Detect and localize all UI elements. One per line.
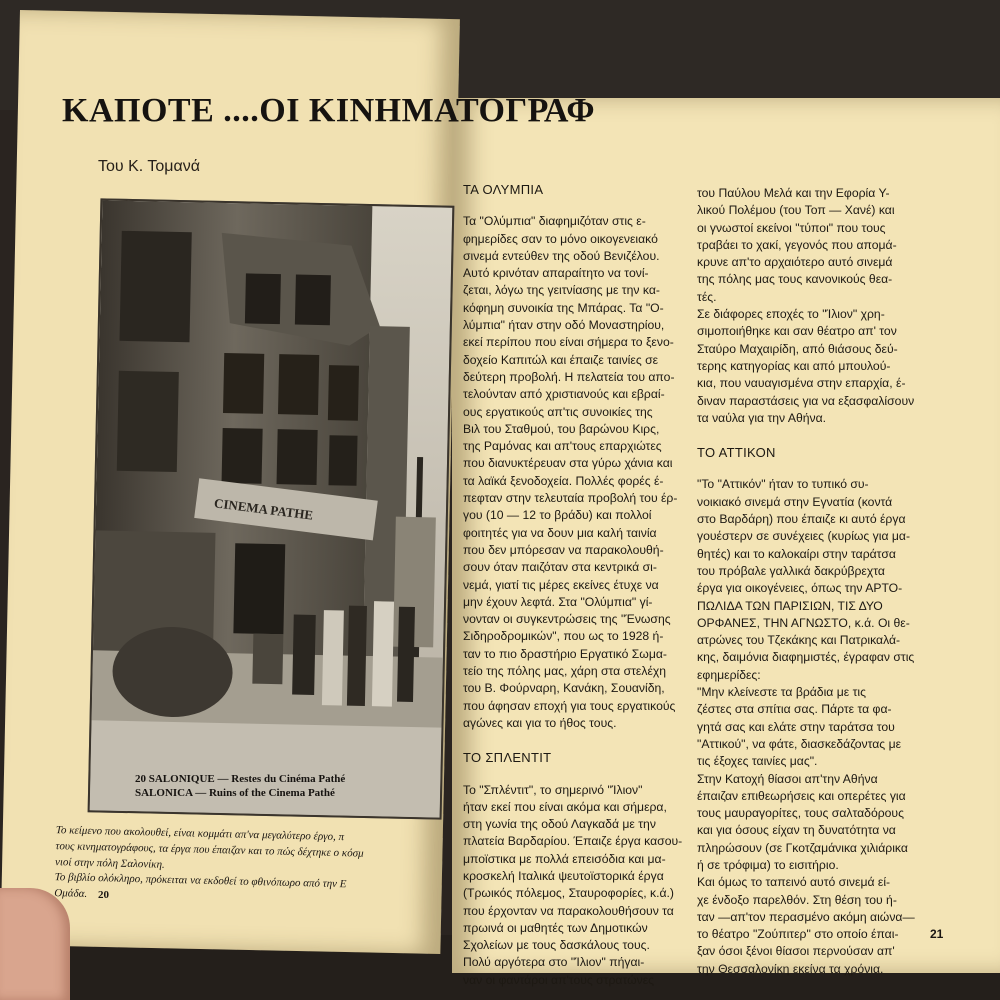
section-heading-splendid: ΤΟ ΣΠΛΕΝΤΙΤ [463, 750, 552, 766]
text-line: τα ναύλα για την Αθήνα. [697, 410, 827, 425]
text-line: γουέστερν σε συνέχειες (κυρίως για μα- [697, 529, 911, 544]
text-line: εκεί περίπου που είναι σήμερα το ξενο- [463, 335, 674, 350]
text-line: φημερίδες σαν το μόνο οικογενειακό [463, 231, 658, 246]
text-line: που δεν μπόρεσαν να παρακολουθή- [463, 542, 664, 557]
text-line: λύμπια" ήταν στην οδό Μοναστηρίου, [463, 318, 665, 333]
section-heading-olympia: ΤΑ ΟΛΥΜΠΙΑ [463, 182, 544, 197]
footnote-line: Το κείμενο που ακολουθεί, είναι κομμάτι απ'να μεγαλύτερο έργο, π [55, 824, 345, 844]
text-line: του Παύλου Μελά και την Εφορία Υ- [697, 186, 890, 200]
text-line: και για όσους είχαν τη δυνατότητα να [697, 823, 896, 838]
text-line: Πολύ αργότερα στο "Ίλιον" πήγαι- [463, 955, 645, 970]
footnote-line: Ομάδα. [54, 887, 88, 901]
text-line: γου (10 — 12 το βράδυ) και πολλοί [463, 508, 652, 523]
text-line: της Ραμόνας και απ'τους επαρχιώτες [463, 439, 662, 454]
text-line: νοικιακό σινεμά στην Εγνατία (κοντά [697, 494, 893, 509]
section-heading-attikon: ΤΟ ΑΤΤΙΚΟΝ [697, 445, 776, 461]
text-line: ναν οι φαντάροι απ'τους στρατώνες [463, 972, 655, 987]
text-line: στο Βαρδάρη) που έπαιζε κι αυτό έργα [697, 512, 906, 527]
text-line: αγώνες και για το ήθος τους. [463, 715, 617, 730]
text-line: νονταν οι συγκεντρώσεις της "Ένωσης [463, 612, 671, 627]
text-line: σουν όταν παιζόταν στα κεντρικά σι- [463, 560, 657, 575]
text-line: σινεμά εντεύθεν της οδού Βενιζέλου. [463, 248, 660, 263]
text-line: σιμοποιήθηκε και σαν θέατρο απ' τον [697, 324, 897, 339]
text-line: έργα για οικογένειες, όπως την ΑΡΤΟ- [697, 581, 903, 596]
text-line: κρυνε απ'το αρχαιότερο αυτό σινεμά [697, 255, 893, 270]
text-line: ήταν εκεί που είναι ακόμα και σήμερα, [463, 799, 667, 814]
text-column-1 [463, 181, 694, 989]
text-line: οι γνωστοί εκείνοι "τύποι" που τους [697, 220, 886, 235]
text-line: τείο της πόλης μας, χάρη στα στελέχη [463, 664, 667, 679]
footnote-line: Το βιβλίο ολόκληρο, πρόκειται να εκδοθεί το φθινόπωρο από την Ε [54, 871, 347, 891]
cinema-ruins-photo [90, 200, 453, 817]
text-line: γητά σας και ελάτε στην ταράτσα του [697, 719, 895, 734]
text-line: ταν το πιο δραστήριο Εργατικό Σωμα- [463, 646, 667, 661]
text-line: διναν παραστάσεις για να εξασφαλίσουν [697, 393, 915, 408]
splendid-paragraph [463, 782, 694, 990]
text-line: τές. [697, 289, 717, 304]
attikon-paragraph [697, 476, 942, 684]
text-line: ή σε τρόφιμα) το εισιτήριο. [697, 857, 839, 872]
text-line: "Αττικού", να φάτε, διασκεδάζοντας με [697, 736, 902, 751]
article-author: Του Κ. Τομανά [98, 158, 201, 175]
text-line: Σε διάφορες εποχές το "Ίλιον" χρη- [697, 307, 885, 322]
attikon-advert-quote [697, 684, 942, 770]
text-line: τις έξοχες ταινίες μας". [697, 754, 818, 769]
text-line: εφημερίδες: [697, 667, 761, 682]
occupation-paragraph [697, 771, 942, 875]
caption-line-french: 20 SALONIQUE — Restes du Cinéma Pathé [135, 773, 346, 785]
text-line: έπαιζαν επιθεωρήσεις και οπερέτες για [697, 788, 906, 803]
text-line: πληρώσουν (σε Γκοτζαμάνικα χιλιάρικα [697, 840, 908, 855]
text-line: (Τρωικός πόλεμος, Σταυροφορίες, κ.ά.) [463, 886, 674, 901]
text-line: Στην Κατοχή θίασοι απ'την Αθήνα [697, 771, 878, 786]
text-line: Τα "Ολύμπια" διαφημιζόταν στις ε- [463, 214, 646, 229]
text-line: "Μην κλείνεστε τα βράδια με τις [697, 685, 866, 700]
text-line: ΟΡΦΑΝΕΣ, ΤΗΝ ΑΓΝΩΣΤΟ, κ.ά. Οι θε- [697, 615, 910, 630]
text-line: ατρώνες του Τζεκάκης και Πατρικαλά- [697, 633, 901, 648]
thumb [0, 888, 70, 1000]
text-line: Σχολείων με τους δασκάλους τους. [463, 938, 650, 953]
text-line: ζεται, λόγω της γειτνίασης με την κα- [463, 283, 660, 298]
text-line: στη γωνία της οδού Λαγκαδά με την [463, 817, 656, 832]
text-line: που άφησαν εποχή για τους εργατικούς [463, 698, 676, 713]
text-line: ους εργατικούς απ'τις συνοικίες της [463, 404, 653, 419]
text-line: ζέστες στα σπίτια σας. Πάρτε τα φα- [697, 702, 892, 717]
text-line: Το "Σπλέντιτ", το σημερινό "Ίλιον" [463, 782, 643, 797]
text-line: δεύτερη προβολή. Η πελατεία του απο- [463, 369, 675, 384]
text-line: την Θεσσαλονίκη εκείνα τα χρόνια. [697, 961, 884, 976]
text-line: μποϊστικα με πολλά επεισόδια και μα- [463, 851, 666, 866]
article-footnote [54, 823, 456, 912]
text-line: λικού Πολέμου (του Τοπ — Χανέ) και [697, 203, 895, 218]
text-line: πεφταν στην τελευταία προβολή του έρ- [463, 491, 678, 506]
text-line: τους μαυραγορίτες, τους σαλταδόρους [697, 806, 904, 821]
text-line: κόφημη συνοικία της Μπάρας. Τα "Ο- [463, 300, 664, 315]
text-line: ταν —απ'τον περασμένο ακόμη αιώνα— [697, 909, 915, 924]
history-paragraph [697, 874, 942, 978]
text-line: Και όμως το ταπεινό αυτό σινεμά εί- [697, 875, 891, 890]
page-number-right: 21 [930, 927, 944, 941]
olympia-paragraph [463, 213, 694, 732]
article-title: ΚΑΠΟΤΕ ....ΟΙ ΚΙΝΗΜΑΤΟΓΡΑΦ [62, 92, 596, 129]
text-line: κροσκελή Ιταλικά ψευτοϊστορικά έργα [463, 868, 664, 883]
text-line: Βιλ του Σταθμού, του βαρώνου Κιρς, [463, 421, 660, 436]
text-line: δοχείο Καπιτώλ και έπαιζε ταινίες σε [463, 352, 659, 367]
text-line: φοιτητές για να δουν μια καλή ταινία [463, 525, 657, 540]
text-line: ΠΩΛΙΔΑ ΤΩΝ ΠΑΡΙΣΙΩΝ, ΤΙΣ ΔΥΟ [697, 598, 883, 613]
page-number-left: 20 [98, 889, 109, 901]
text-line: Σταύρο Μαχαιρίδη, από θιάσους δεύ- [697, 341, 898, 356]
text-line: τραβάει το χακί, γεγονός που απομά- [697, 237, 897, 252]
footnote-line: τους κινηματογράφους, τα έργα που έπαιζαν και το πώς δέχτηκε ο κόσμ [55, 839, 364, 860]
text-line: τερης κατηγορίας και από μπουλού- [697, 358, 891, 373]
text-line: τα λαϊκά ξενοδοχεία. Πολλές φορές έ- [463, 473, 664, 488]
text-line: που διανυκτέρευαν στα γύρω χάνια και [463, 456, 673, 471]
text-line: θητές) και το καλοκαίρι στην ταράτσα [697, 546, 896, 561]
text-line: "Το "Αττικόν" ήταν το τυπικό συ- [697, 477, 869, 492]
text-line: μην έχουν λεφτά. Στα "Ολύμπια" γί- [463, 594, 653, 609]
text-line: ξαν όσοι ξένοι θίασοι περνούσαν απ' [697, 944, 895, 959]
historic-photo [88, 198, 455, 819]
text-line: που έρχονταν να παρακολουθήσουν τα [463, 903, 674, 918]
text-line: κια, που ναυαγισμένα στην επαρχία, έ- [697, 376, 906, 391]
text-line: του πρόβαλε γαλλικά δακρύβρεχτα [697, 563, 885, 578]
text-line: το θέατρο "Ζούπιτερ" στο οποίο έπαι- [697, 927, 899, 942]
photo-caption [135, 772, 345, 800]
cinema-sign: CINEMA PATHE [213, 495, 314, 523]
text-line: χε ένδοξο παρελθόν. Στη θέση του ή- [697, 892, 897, 907]
text-line: της πόλης μας τους κανονικούς θεα- [697, 272, 893, 287]
text-line: του Β. Φούρναρη, Κανάκη, Σουανίδη, [463, 681, 665, 696]
footnote-line: νιοί στην πόλη Σαλονίκη. [54, 855, 165, 871]
text-line: πρωινά οι μαθητές των Δημοτικών [463, 920, 648, 935]
text-line: τελούνταν από χριστιανούς και εβραί- [463, 387, 665, 402]
text-line: νεμά, γιατί τις μέρες εκείνες έτυχε να [463, 577, 659, 592]
ilion-paragraph-continued [697, 185, 942, 306]
text-line: Αυτό κρινόταν απαραίτητο να τονί- [463, 266, 649, 281]
text-line: πλατεία Βαρδαρίου. Έπαιζε έργα κασου- [463, 834, 683, 849]
text-line: κης, δαιμόνια διαφημιστές, έγραφαν στις [697, 650, 915, 665]
ilion-theatre-paragraph [697, 306, 942, 427]
caption-line-english: SALONICA — Ruins of the Cinema Pathé [135, 787, 335, 799]
text-column-2 [697, 185, 942, 978]
text-line: Σιδηροδρομικών", που ως το 1928 ή- [463, 629, 664, 644]
